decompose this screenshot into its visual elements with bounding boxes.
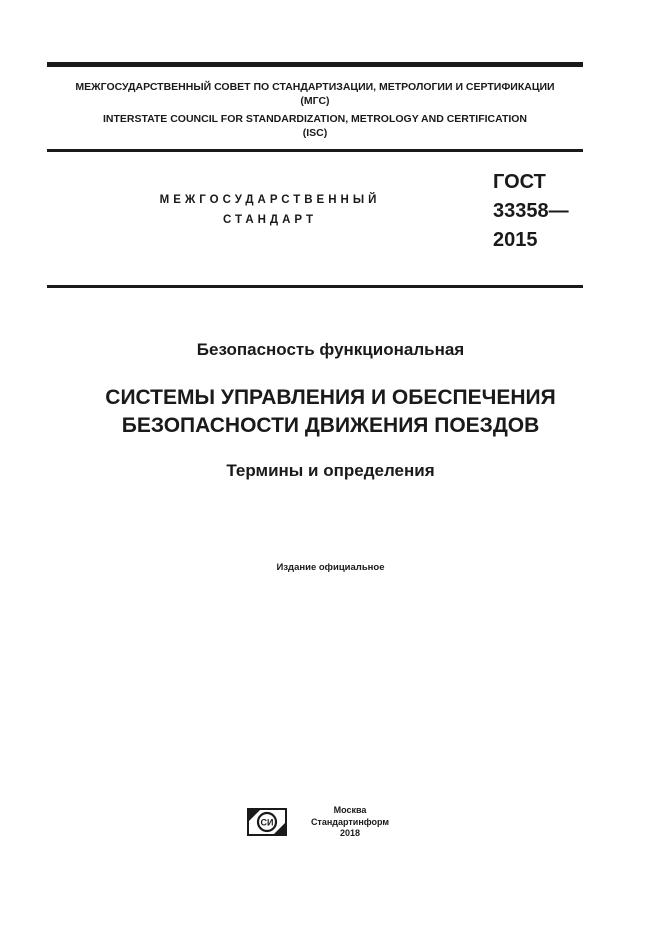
document-title-line2: БЕЗОПАСНОСТИ ДВИЖЕНИЯ ПОЕЗДОВ: [121, 414, 540, 437]
publisher-city: Москва: [333, 805, 367, 815]
publisher-imprint: [305, 805, 395, 840]
council-ru: [47, 80, 583, 108]
standard-type-line1: МЕЖГОСУДАРСТВЕННЫЙ: [159, 194, 381, 206]
council-en-name: INTERSTATE COUNCIL FOR STANDARDIZATION, METROLOGY AND CERTIFICATION: [102, 113, 528, 125]
council-ru-abbr: (МГС): [300, 95, 330, 107]
standard-type-line2: СТАНДАРТ: [223, 214, 317, 226]
council-ru-name: МЕЖГОСУДАРСТВЕННЫЙ СОВЕТ ПО СТАНДАРТИЗАЦИИ, МЕТРОЛОГИИ И СЕРТИФИКАЦИИ: [75, 81, 555, 93]
edition-note: Издание официальное: [276, 562, 385, 573]
council-en-abbr: (ISC): [302, 127, 328, 139]
logo-text: СИ: [260, 817, 274, 828]
gost-designation: [493, 168, 569, 255]
top-rule: [47, 62, 583, 67]
publisher-year: 2018: [339, 828, 361, 838]
lower-rule: [47, 285, 583, 288]
document-title: [0, 384, 661, 440]
document-subject: Безопасность функциональная: [196, 340, 465, 359]
standartinform-logo-icon: [247, 808, 287, 836]
document-title-line1: СИСТЕМЫ УПРАВЛЕНИЯ И ОБЕСПЕЧЕНИЯ: [105, 386, 556, 409]
publisher-name: Стандартинформ: [310, 816, 390, 827]
middle-rule: [47, 149, 583, 152]
document-subtitle: Термины и определения: [226, 461, 435, 480]
council-en: [47, 112, 583, 140]
gost-number: 33358—: [493, 200, 569, 222]
standard-type: [130, 190, 410, 230]
gost-year: 2015: [493, 229, 538, 251]
gost-code: ГОСТ: [493, 171, 546, 193]
